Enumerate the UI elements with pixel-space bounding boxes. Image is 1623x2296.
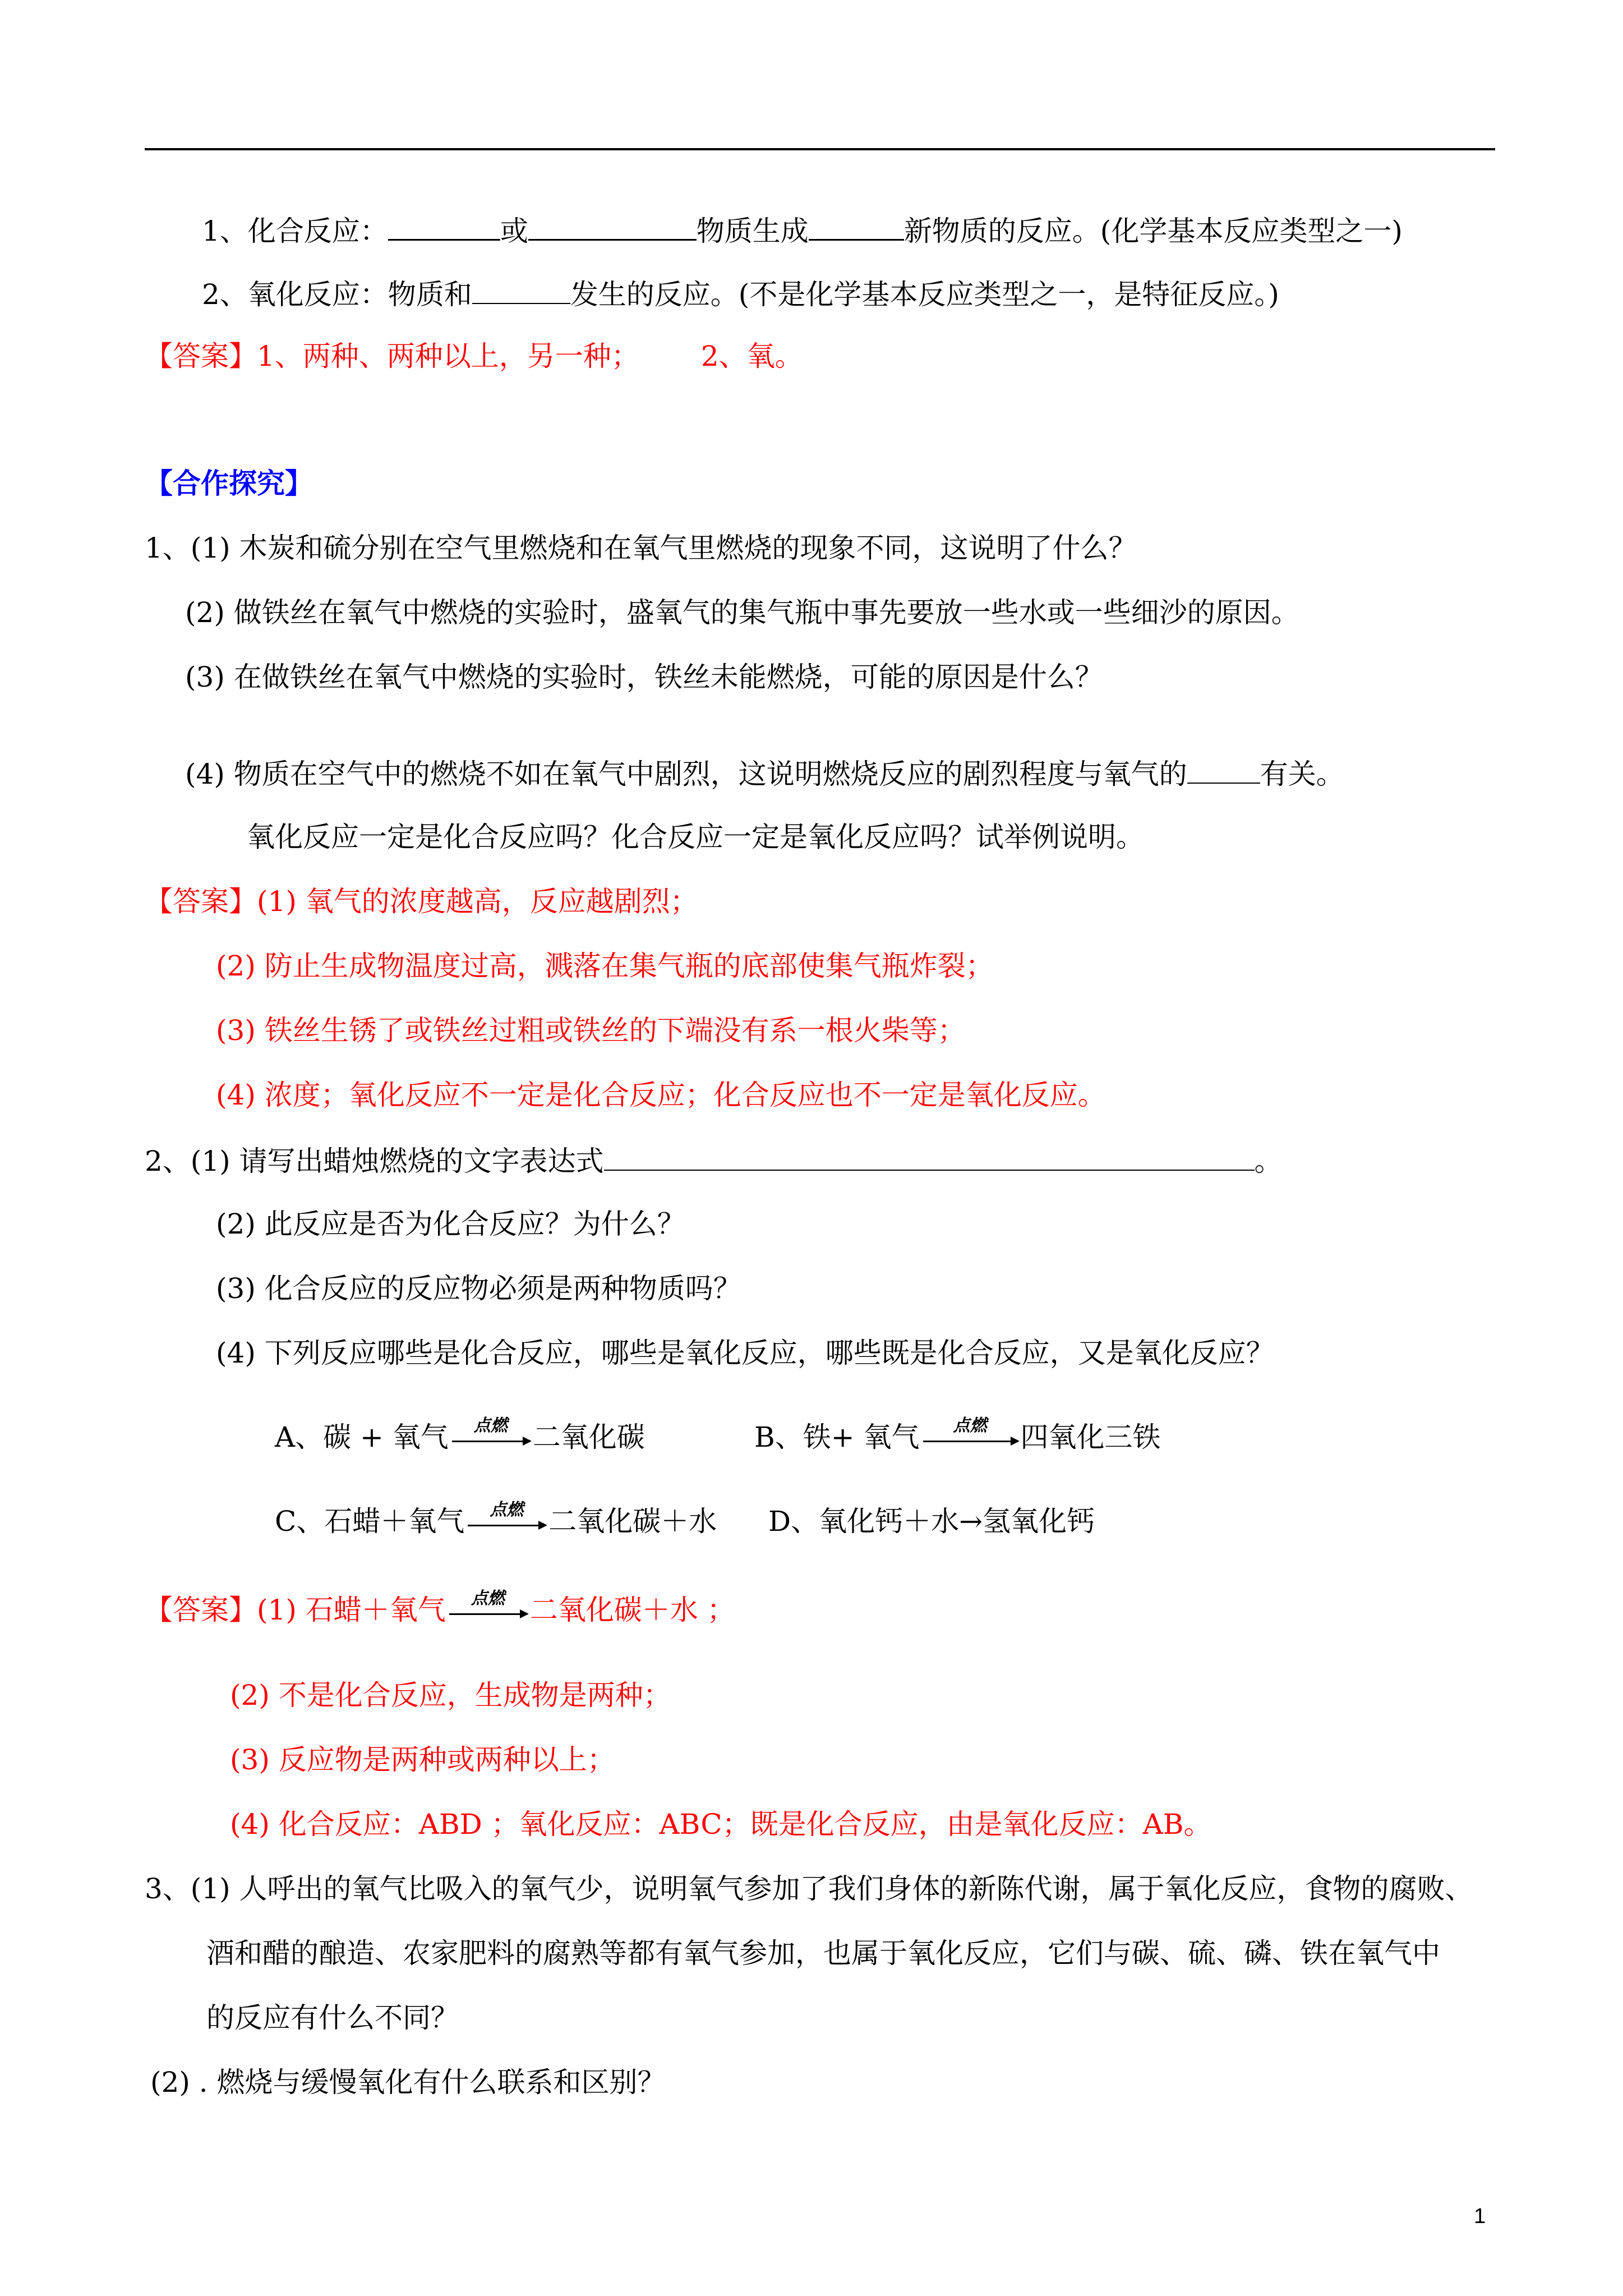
q2-line: (2) 此反应是否为化合反应？为什么？: [216, 1208, 685, 1240]
blank[interactable]: [388, 211, 500, 241]
definition-combination: 1、化合反应： 或 物质生成 新物质的反应。(化学基本反应类型之一): [202, 211, 1403, 247]
reaction-a: A、碳 + 氧气 点燃 二氧化碳: [275, 1419, 645, 1455]
arrow-icon: 点燃: [449, 1419, 533, 1455]
reaction-b: B、铁+ 氧气 点燃 四氧化三铁: [754, 1419, 1161, 1455]
definition-oxidation: 2、氧化反应：物质和 发生的反应。(不是化学基本反应类型之一，是特征反应。): [202, 275, 1279, 311]
q1-line: (2) 做铁丝在氧气中燃烧的实验时，盛氧气的集气瓶中事先要放一些水或一些细沙的原因。: [185, 596, 1299, 629]
section-title: 【合作探究】: [145, 467, 313, 500]
answer-q1: (2) 防止生成物温度过高，溅落在集气瓶的底部使集气瓶炸裂；: [216, 950, 994, 982]
reaction-c: C、石蜡＋氧气 点燃 二氧化碳＋水: [275, 1503, 717, 1539]
page-number: 1: [1474, 2205, 1486, 2228]
blank[interactable]: [528, 211, 697, 241]
reaction-d: D、氧化钙＋水→氢氧化钙: [768, 1505, 1095, 1538]
q1-line: 氧化反应一定是化合反应吗？化合反应一定是氧化反应吗？试举例说明。: [247, 821, 1144, 853]
blank[interactable]: [809, 211, 904, 241]
q2-line: 2、(1) 请写出蜡烛燃烧的文字表达式 。: [145, 1142, 1283, 1177]
blank[interactable]: [1187, 754, 1260, 784]
arrow-icon: 点燃: [464, 1503, 548, 1539]
answer-q1: (4) 浓度；氧化反应不一定是化合反应；化合反应也不一定是氧化反应。: [216, 1079, 1106, 1111]
q2-line: (3) 化合反应的反应物必须是两种物质吗？: [216, 1272, 741, 1305]
q3-line: 的反应有什么不同？: [206, 2001, 459, 2034]
header-rule: [145, 148, 1495, 150]
q2-line: (4) 下列反应哪些是化合反应，哪些是氧化反应，哪些既是化合反应，又是氧化反应？: [216, 1337, 1274, 1369]
answer-q2: 【答案】(1) 石蜡＋氧气 点燃 二氧化碳＋水 ；: [145, 1592, 735, 1628]
answer-q1: 【答案】(1) 氧气的浓度越高，反应越剧烈；: [145, 885, 698, 918]
q3-line: 3、(1) 人呼出的氧气比吸入的氧气少，说明氧气参加了我们身体的新陈代谢，属于氧化反应，食物的腐败、: [145, 1872, 1473, 1905]
blank[interactable]: [604, 1142, 1255, 1171]
q3-line: (2) . 燃烧与缓慢氧化有什么联系和区别？: [150, 2066, 666, 2099]
blank[interactable]: [472, 275, 570, 304]
answer-intro: 【答案】1、两种、两种以上，另一种； 2、氧。: [145, 340, 803, 372]
answer-q2: (3) 反应物是两种或两种以上；: [230, 1743, 615, 1776]
answer-q1: (3) 铁丝生锈了或铁丝过粗或铁丝的下端没有系一根火柴等；: [216, 1014, 966, 1047]
q1-line: (4) 物质在空气中的燃烧不如在氧气中剧烈，这说明燃烧反应的剧烈程度与氧气的 有关。: [185, 754, 1344, 790]
arrow-icon: 点燃: [920, 1419, 1021, 1455]
q3-line: 酒和醋的酿造、农家肥料的腐熟等都有氧气参加，也属于氧化反应，它们与碳、硫、磷、铁在氧气中: [206, 1937, 1440, 1970]
answer-q2: (2) 不是化合反应，生成物是两种；: [230, 1679, 671, 1711]
arrow-icon: 点燃: [446, 1592, 530, 1628]
q1-line: 1、(1) 木炭和硫分别在空气里燃烧和在氧气里燃烧的现象不同，这说明了什么？: [145, 532, 1137, 564]
answer-q2: (4) 化合反应：ABD ；氧化反应：ABC；既是化合反应，由是氧化反应：AB。: [230, 1808, 1212, 1841]
q1-line: (3) 在做铁丝在氧气中燃烧的实验时，铁丝未能燃烧，可能的原因是什么？: [185, 661, 1103, 693]
